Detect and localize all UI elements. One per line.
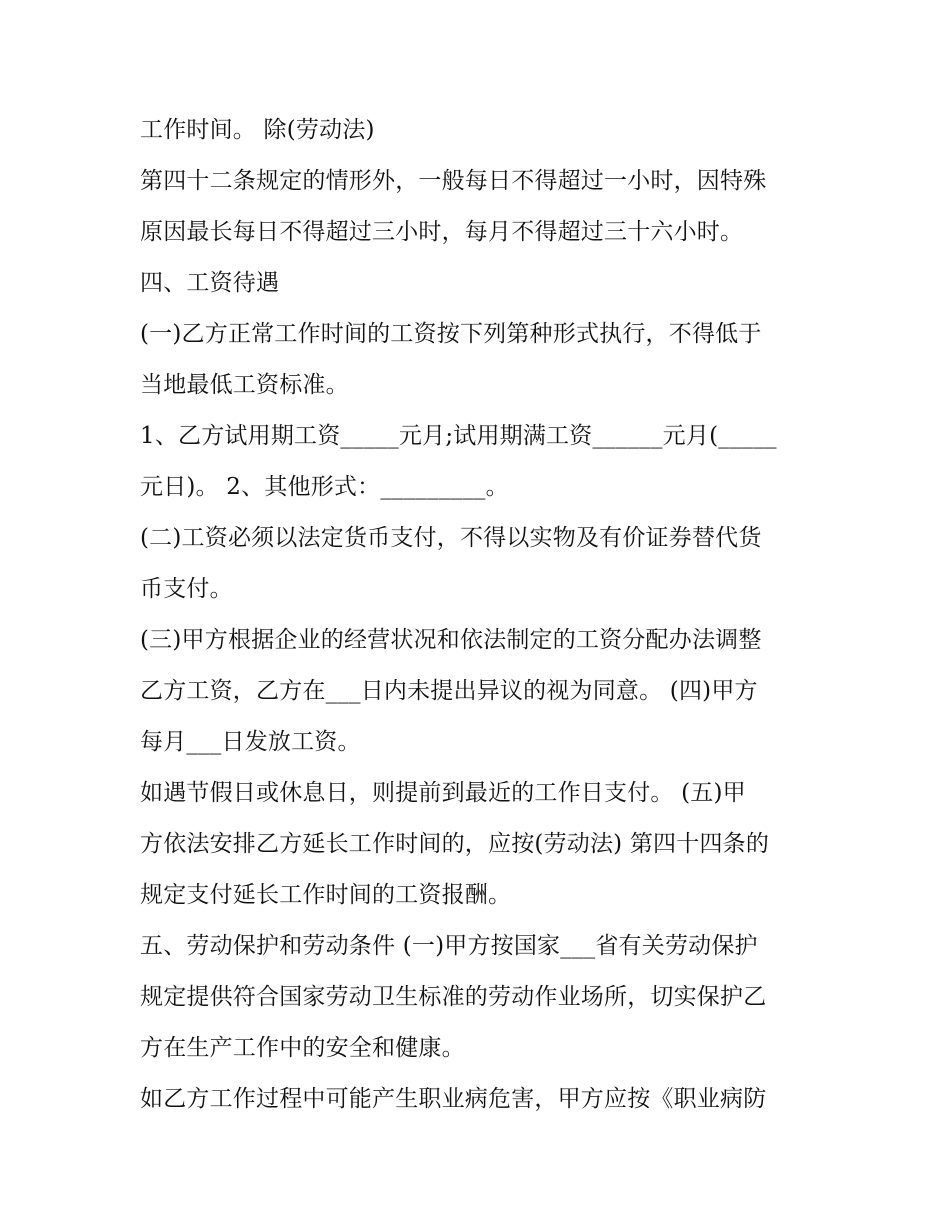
text-line: 方依法安排乙方延长工作时间的，应按(劳动法) 第四十四条的	[140, 831, 770, 857]
text-line: (三)甲方根据企业的经营状况和依法制定的工资分配办法调整	[140, 627, 762, 653]
text-line: 方在生产工作中的安全和健康。	[140, 1035, 465, 1061]
text-line: 第四十二条规定的情形外，一般每日不得超过一小时，因特殊	[140, 168, 767, 194]
text-line: 币支付。	[140, 576, 233, 602]
text-line: 如乙方工作过程中可能产生职业病危害，甲方应按《职业病防	[140, 1086, 767, 1112]
text-line: 1、乙方试用期工资_____元月;试用期满工资______元月(_____	[140, 423, 777, 449]
text-line: (二)工资必须以法定货币支付，不得以实物及有价证券替代货	[140, 525, 762, 551]
text-line: 如遇节假日或休息日，则提前到最近的工作日支付。 (五)甲	[140, 780, 746, 806]
text-line: 乙方工资，乙方在___日内未提出异议的视为同意。 (四)甲方	[140, 678, 758, 704]
text-line: 当地最低工资标准。	[140, 372, 349, 398]
text-line: 工作时间。 除(劳动法)	[140, 117, 375, 143]
section-heading: 五、劳动保护和劳动条件 (一)甲方按国家___省有关劳动保护	[140, 933, 758, 959]
text-line: (一)乙方正常工作时间的工资按下列第种形式执行，不得低于	[140, 321, 762, 347]
text-line: 每月___日发放工资。	[140, 729, 361, 755]
text-line: 原因最长每日不得超过三小时，每月不得超过三十六小时。	[140, 219, 744, 245]
text-line: 规定支付延长工作时间的工资报酬。	[140, 882, 512, 908]
section-heading: 四、工资待遇	[140, 270, 280, 296]
text-line: 元日)。 2、其他形式：_________。	[140, 474, 509, 500]
text-line: 规定提供符合国家劳动卫生标准的劳动作业场所，切实保护乙	[140, 984, 767, 1010]
